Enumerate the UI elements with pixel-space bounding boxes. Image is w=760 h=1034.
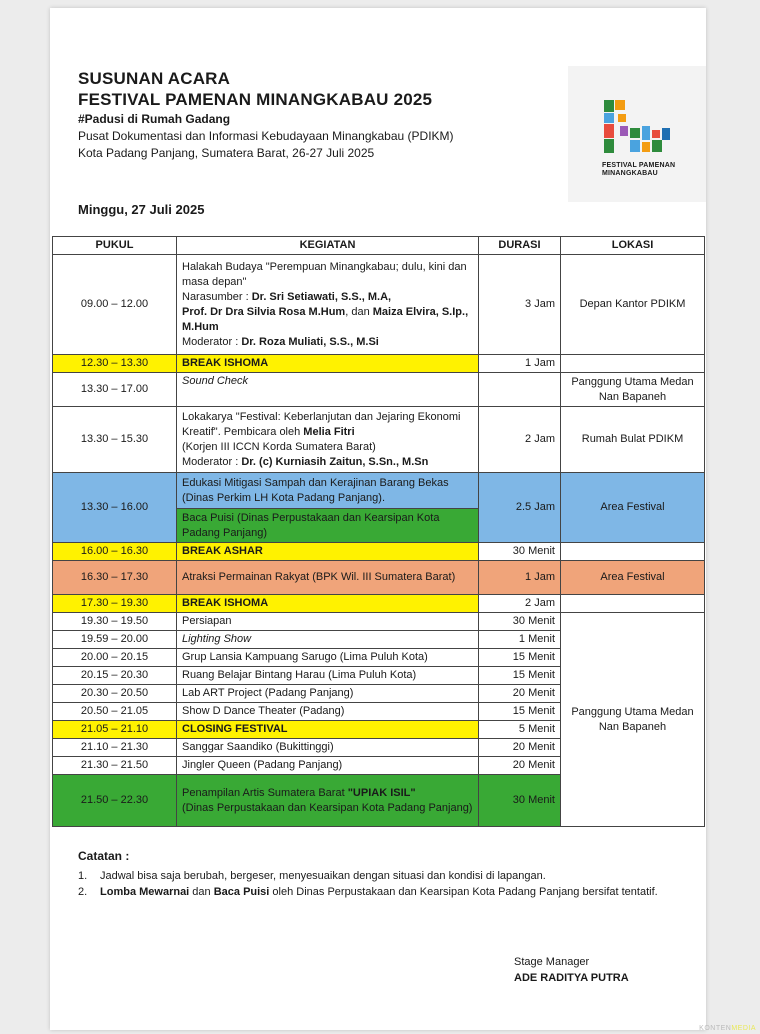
document-page	[50, 8, 706, 1030]
activity-cell: Baca Puisi (Dinas Perpustakaan dan Kearsipan Kota Padang Panjang)	[177, 509, 479, 543]
location-cell	[561, 595, 705, 613]
duration-cell: 1 Menit	[479, 631, 561, 649]
speakers-label: Narasumber :	[182, 290, 252, 303]
artist-organizer: (Dinas Perpustakaan dan Kearsipan Kota Padang Panjang)	[182, 801, 473, 814]
speaker-name: Melia Fitri	[303, 425, 355, 438]
location-cell: Area Festival	[561, 561, 705, 595]
speakers-sep: , dan	[345, 305, 373, 318]
note-number: 1.	[78, 870, 88, 882]
table-row	[53, 613, 705, 631]
speaker-1: Dr. Sri Setiawati, S.S., M.A,	[251, 290, 392, 303]
speaker-2: Prof. Dr Dra Silvia Rosa M.Hum	[182, 305, 346, 318]
activity-cell: Persiapan	[177, 613, 479, 631]
activity-cell: Atraksi Permainan Rakyat (BPK Wil. III Sumatera Barat)	[177, 561, 479, 595]
duration-cell: 15 Menit	[479, 703, 561, 721]
time-cell: 20.15 – 20.30	[53, 667, 177, 685]
duration-cell: 15 Menit	[479, 649, 561, 667]
table-row	[53, 373, 705, 407]
time-cell: 16.30 – 17.30	[53, 561, 177, 595]
duration-cell: 15 Menit	[479, 667, 561, 685]
duration-cell: 3 Jam	[479, 255, 561, 355]
activity-cell: Lab ART Project (Padang Panjang)	[177, 685, 479, 703]
watermark-b: MEDIA	[731, 1025, 756, 1032]
logo-mark-icon	[568, 66, 706, 166]
location-cell: Panggung Utama Medan Nan Bapaneh	[561, 373, 705, 407]
note-text-2: oleh Dinas Perpustakaan dan Kearsipan Kota Padang Panjang bersifat tentatif.	[269, 886, 658, 898]
table-row	[53, 255, 705, 355]
activity-cell	[177, 775, 479, 827]
time-cell: 21.05 – 21.10	[53, 721, 177, 739]
activity-cell: Lighting Show	[177, 631, 479, 649]
duration-cell: 1 Jam	[479, 561, 561, 595]
logo-text	[602, 162, 682, 178]
note-item	[78, 868, 678, 884]
duration-cell: 1 Jam	[479, 355, 561, 373]
watermark-a: KONTEN	[699, 1025, 732, 1032]
organizer: Pusat Dokumentasi dan Informasi Kebudayaan Minangkabau (PDIKM)	[78, 129, 454, 143]
time-cell: 19.59 – 20.00	[53, 631, 177, 649]
duration-cell: 30 Menit	[479, 775, 561, 827]
header-lokasi: LOKASI	[561, 237, 705, 255]
moderator-name: Dr. (c) Kurniasih Zaitun, S.Sn., M.Sn	[241, 455, 429, 468]
day-heading: Minggu, 27 Juli 2025	[78, 202, 205, 217]
note-bold-2: Baca Puisi	[213, 886, 270, 898]
time-cell: 20.30 – 20.50	[53, 685, 177, 703]
duration-cell: 20 Menit	[479, 757, 561, 775]
time-cell: 21.10 – 21.30	[53, 739, 177, 757]
note-bold-1: Lomba Mewarnai	[100, 886, 190, 898]
signature-name: ADE RADITYA PUTRA	[514, 972, 629, 984]
activity-title: Halakah Budaya "Perempuan Minangkabau; dulu, kini dan masa depan"	[182, 260, 467, 288]
moderator	[182, 335, 473, 350]
note-number: 2.	[78, 886, 88, 898]
table-row	[53, 595, 705, 613]
duration-cell: 20 Menit	[479, 685, 561, 703]
watermark	[699, 1025, 756, 1032]
time-cell: 12.30 – 13.30	[53, 355, 177, 373]
activity-cell: Sanggar Saandiko (Bukittinggi)	[177, 739, 479, 757]
header-pukul: PUKUL	[53, 237, 177, 255]
notes-section	[78, 848, 678, 900]
header-durasi: DURASI	[479, 237, 561, 255]
activity-cell: CLOSING FESTIVAL	[177, 721, 479, 739]
moderator	[182, 455, 473, 470]
activity-cell: Show D Dance Theater (Padang)	[177, 703, 479, 721]
location-cell: Depan Kantor PDIKM	[561, 255, 705, 355]
title-line-2: FESTIVAL PAMENAN MINANGKABAU 2025	[78, 90, 433, 109]
workshop-text: Lokakarya "Festival: Keberlanjutan dan Jejaring Ekonomi Kreatif". Pembicara oleh	[182, 410, 461, 438]
activity-cell: Edukasi Mitigasi Sampah dan Kerajinan Barang Bekas (Dinas Perkim LH Kota Padang Panjang).	[177, 473, 479, 509]
signature-role: Stage Manager	[514, 956, 590, 968]
time-cell: 20.50 – 21.05	[53, 703, 177, 721]
location-cell-evening: Panggung Utama Medan Nan Bapaneh	[561, 613, 705, 827]
activity-cell: Ruang Belajar Bintang Harau (Lima Puluh Kota)	[177, 667, 479, 685]
activity-cell	[177, 407, 479, 473]
artist-label: Penampilan Artis Sumatera Barat	[182, 786, 348, 799]
time-cell: 21.30 – 21.50	[53, 757, 177, 775]
time-cell: 17.30 – 19.30	[53, 595, 177, 613]
workshop-title	[182, 410, 473, 440]
location-cell	[561, 543, 705, 561]
speakers-cont	[182, 305, 473, 335]
artist-name: "UPIAK ISIL"	[347, 786, 416, 799]
header-kegiatan: KEGIATAN	[177, 237, 479, 255]
speaker-affiliation: (Korjen III ICCN Korda Sumatera Barat)	[182, 440, 376, 453]
activity-cell: Sound Check	[177, 373, 479, 407]
festival-logo	[568, 66, 706, 202]
moderator-name: Dr. Roza Muliati, S.S., M.Si	[241, 335, 379, 348]
duration-cell: 30 Menit	[479, 613, 561, 631]
time-cell: 16.00 – 16.30	[53, 543, 177, 561]
title-line-1: SUSUNAN ACARA	[78, 69, 231, 88]
duration-cell: 2.5 Jam	[479, 473, 561, 543]
document-header	[78, 68, 454, 162]
hashtag: #Padusi di Rumah Gadang	[78, 112, 231, 126]
note-text: Jadwal bisa saja berubah, bergeser, menyesuaikan dengan situasi dan kondisi di lapangan.	[100, 870, 546, 882]
duration-cell: 5 Menit	[479, 721, 561, 739]
signature-block	[514, 954, 629, 986]
moderator-label: Moderator :	[182, 455, 242, 468]
activity-cell: Grup Lansia Kampuang Sarugo (Lima Puluh Kota)	[177, 649, 479, 667]
table-row	[53, 561, 705, 595]
table-row	[53, 355, 705, 373]
activity-cell: Jingler Queen (Padang Panjang)	[177, 757, 479, 775]
activity-cell: BREAK ISHOMA	[177, 595, 479, 613]
time-cell: 13.30 – 16.00	[53, 473, 177, 543]
activity-cell	[177, 255, 479, 355]
time-cell: 20.00 – 20.15	[53, 649, 177, 667]
time-cell: 21.50 – 22.30	[53, 775, 177, 827]
speaker-3: Maiza Elvira, S.Ip., M.Hum	[182, 305, 469, 333]
table-row	[53, 473, 705, 509]
activity-cell: BREAK ASHAR	[177, 543, 479, 561]
schedule-table	[52, 236, 705, 827]
duration-cell: 30 Menit	[479, 543, 561, 561]
table-row	[53, 543, 705, 561]
note-text-1: dan	[189, 886, 214, 898]
logo-text-line-2: MINANGKABAU	[602, 170, 658, 177]
speakers	[182, 290, 473, 305]
duration-cell: 2 Jam	[479, 595, 561, 613]
duration-cell: 20 Menit	[479, 739, 561, 757]
activity-cell: BREAK ISHOMA	[177, 355, 479, 373]
location-cell: Area Festival	[561, 473, 705, 543]
place-date: Kota Padang Panjang, Sumatera Barat, 26-27 Juli 2025	[78, 146, 375, 160]
location-cell	[561, 355, 705, 373]
logo-text-line-1: FESTIVAL PAMENAN	[602, 162, 676, 169]
moderator-label: Moderator :	[182, 335, 242, 348]
notes-title: Catatan :	[78, 849, 130, 863]
time-cell: 09.00 – 12.00	[53, 255, 177, 355]
duration-cell: 2 Jam	[479, 407, 561, 473]
duration-cell	[479, 373, 561, 407]
time-cell: 13.30 – 17.00	[53, 373, 177, 407]
location-cell: Rumah Bulat PDIKM	[561, 407, 705, 473]
time-cell: 13.30 – 15.30	[53, 407, 177, 473]
table-row	[53, 407, 705, 473]
note-item	[78, 884, 678, 900]
time-cell: 19.30 – 19.50	[53, 613, 177, 631]
table-header-row	[53, 237, 705, 255]
